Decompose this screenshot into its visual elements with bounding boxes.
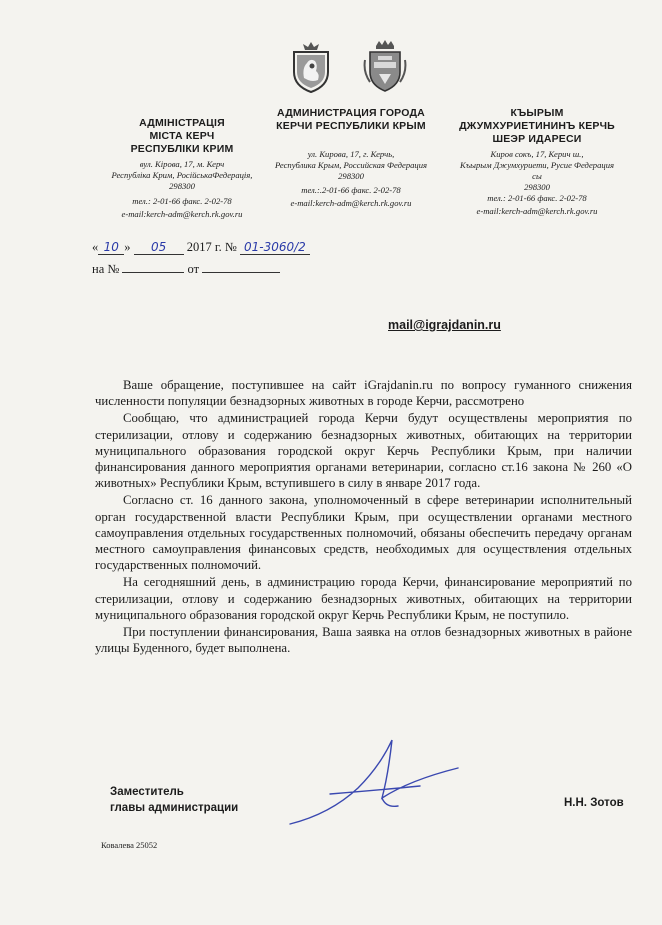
header-crimean-tatar-block: [448, 107, 626, 217]
org-name-line: КЕРЧИ РЕСПУБЛИКИ КРЫМ: [276, 120, 426, 132]
reg-number: 01-3060/2: [240, 240, 310, 255]
signatory-title-line: Заместитель: [110, 786, 184, 798]
header-ukrainian-block: [98, 117, 266, 220]
postcode: 298300: [524, 182, 550, 192]
ref-date-blank: [202, 272, 280, 273]
email-line: e-mail:kerch-adm@kerch.rk.gov.ru: [476, 206, 598, 216]
handwritten-signature-icon: [270, 728, 470, 836]
ref-number-blank: [122, 272, 184, 273]
address-line: Республика Крым, Российская Федерация: [274, 160, 428, 170]
body-paragraph: Согласно ст. 16 данного закона, уполномоченный в сфере ветеринарии исполнительный орган государственной власти Республики Крым, при осуществлении органами местного самоуправления отдельных государственных полномочий, обязаны обеспечить передачу органам местного самоуправления финансовых средств, необходимых для осуществления отдельных государственных полномочий.: [95, 493, 632, 573]
org-name-line: АДМІНІСТРАЦІЯ: [139, 117, 225, 129]
address-line: вул. Кірова, 17, м. Керч: [139, 159, 225, 169]
address-line: сы: [532, 171, 542, 181]
phone-fax: тел.: 2-01-66 факс. 2-02-78: [132, 196, 232, 206]
body-paragraph: Ваше обращение, поступившее на сайт iGrajdanin.ru по вопросу гуманного снижения численности популяции безнадзорных животных в городе Керчи, рассмотрено: [95, 378, 632, 409]
recipient-email: mail@igrajdanin.ru: [388, 318, 501, 332]
body-paragraph: При поступлении финансирования, Ваша заявка на отлов безнадзорных животных в районе улицы Буденного, будет выполнена.: [95, 625, 632, 656]
reg-month: 05: [134, 240, 184, 255]
body-paragraph: Сообщаю, что администрацией города Керчи будут осуществлены мероприятия по стерилизации, отлову и содержанию безнадзорных животных, обитающих на территории муниципального образования городской округ Керчь Республики Крым, при наличии финансирования данного мероприятия органами ветеринарии, согласно ст.16 закона № 260 «О животных» Республики Крым, вступившего в силу в январе 2017 года.: [95, 411, 632, 491]
body-paragraph: На сегодняшний день, в администрацию города Керчи, финансирование мероприятий по стерилизации, отлову и содержанию безнадзорных животных, обитающих на территории муниципального образования городской округ Керчь Республики Крым, не поступило.: [95, 575, 632, 622]
letter-body: [95, 377, 632, 656]
email-line: e-mail:kerch-adm@kerch.rk.gov.ru: [290, 198, 412, 208]
address-line: Республіка Крим, РосійськаФедерація,: [111, 170, 253, 180]
org-name-line: КЪЫРЫМ: [510, 107, 564, 119]
phone-fax: тел.: 2-01-66 факс. 2-02-78: [487, 193, 587, 203]
email-line: e-mail:kerch-adm@kerch.rk.gov.ru: [121, 209, 243, 219]
reg-year: 2017 г. №: [186, 240, 237, 254]
registration-line: « 10 » 05 2017 г. № 01-3060/2: [92, 240, 310, 255]
signatory-title-line: главы администрации: [110, 802, 239, 814]
org-name-line: ДЖУМХУРИЕТИНИНЪ КЕРЧЬ: [459, 120, 615, 132]
postcode: 298300: [338, 171, 364, 181]
signatory-name: Н.Н. Зотов: [564, 797, 624, 809]
postcode: 298300: [169, 181, 195, 191]
executor-note: Ковалева 25052: [101, 840, 158, 850]
ref-prefix: на №: [92, 262, 120, 276]
signatory-title: [110, 784, 238, 816]
address-line: Къырым Джумхуриети, Русие Федерация: [460, 160, 614, 170]
reference-line: [92, 262, 280, 277]
crimea-coat-of-arms-icon: [288, 38, 334, 94]
org-name-line: РЕСПУБЛІКИ КРИМ: [130, 143, 234, 155]
org-name-line: МІСТА КЕРЧ: [149, 130, 215, 142]
kerch-coat-of-arms-icon: [362, 38, 408, 94]
ref-from: от: [187, 262, 200, 276]
phone-fax: тел.:.2-01-66 факс. 2-02-78: [301, 185, 401, 195]
address-line: ул. Кирова, 17, г. Керчь,: [307, 149, 395, 159]
address-line: Киров сокъ, 17, Керич ш.,: [490, 149, 584, 159]
org-name-line: АДМИНИСТРАЦИЯ ГОРОДА: [277, 107, 425, 119]
reg-day: 10: [98, 240, 124, 255]
header-russian-block: [262, 107, 440, 209]
org-name-line: ШЕЭР ИДАРЕСИ: [492, 133, 582, 145]
